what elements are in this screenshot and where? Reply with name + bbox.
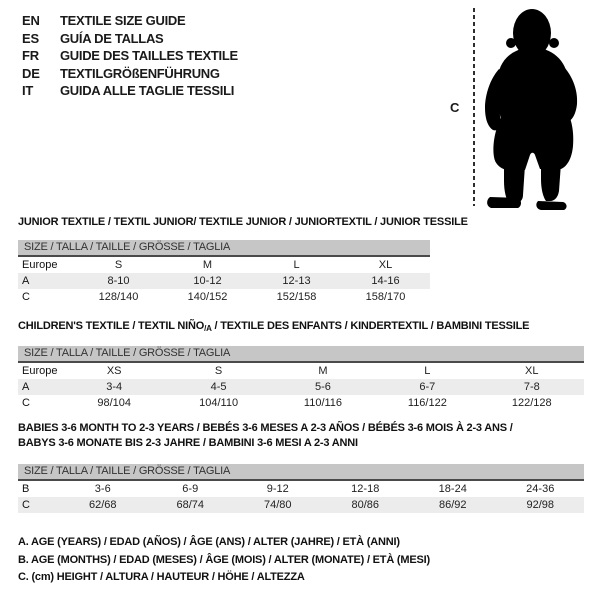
children-title-prefix: CHILDREN'S TEXTILE / TEXTIL NIÑO (18, 320, 205, 332)
table-cell: B (22, 483, 30, 495)
table-cell: XL (525, 365, 539, 377)
table-cell: XL (378, 259, 393, 271)
footnote-c: C. (cm) HEIGHT / ALTURA / HAUTEUR / HÖHE / ALTEZZA (18, 571, 305, 583)
table-cell: A (22, 275, 30, 287)
table-cell: 158/170 (365, 291, 406, 303)
table-cell: C (22, 291, 30, 303)
table-cell: 9-12 (266, 483, 289, 495)
language-row-es (22, 30, 238, 48)
table-cell: 8-10 (107, 275, 130, 287)
table-cell: 14-16 (371, 275, 400, 287)
table-cell: C (22, 499, 30, 511)
children-table-title (18, 320, 529, 333)
table-row-europe (18, 363, 584, 379)
table-row-europe (18, 257, 430, 273)
table-cell: 122/128 (511, 397, 552, 409)
table-cell: L (293, 259, 300, 271)
language-label: GUÍA DE TALLAS (60, 30, 164, 46)
size-header-bar: SIZE / TALLA / TAILLE / GRÖSSE / TAGLIA (18, 346, 584, 363)
junior-size-table (18, 257, 430, 305)
table-cell: 152/158 (276, 291, 317, 303)
table-row-height (18, 395, 584, 411)
table-row-age (18, 379, 584, 395)
table-cell: 5-6 (315, 381, 331, 393)
children-title-suffix: / TEXTILE DES ENFANTS / KINDERTEXTIL / BAMBINI TESSILE (211, 320, 530, 332)
table-cell: 18-24 (438, 483, 467, 495)
children-size-table (18, 363, 584, 411)
table-cell: 140/152 (187, 291, 228, 303)
table-cell: 68/74 (176, 499, 205, 511)
footnote-b: B. AGE (MONTHS) / EDAD (MESES) / ÂGE (MOIS) / ALTER (MONATE) / ETÀ (MESI) (18, 553, 430, 566)
height-dashed-line (473, 8, 475, 206)
table-cell: 86/92 (438, 499, 467, 511)
language-label: GUIDE DES TAILLES TEXTILE (60, 48, 238, 64)
table-cell: A (22, 381, 30, 393)
table-cell: 4-5 (210, 381, 227, 393)
table-cell: Europe (22, 259, 58, 271)
table-cell: XS (106, 365, 122, 377)
table-cell: 10-12 (193, 275, 222, 287)
table-cell: S (214, 365, 223, 377)
junior-table-title: JUNIOR TEXTILE / TEXTIL JUNIOR/ TEXTILE JUNIOR / JUNIORTEXTIL / JUNIOR TESSILE (18, 216, 468, 228)
language-row-en (22, 12, 238, 30)
language-code: ES (22, 30, 39, 46)
table-cell: 116/122 (407, 397, 447, 409)
table-cell: 98/104 (97, 397, 132, 409)
table-cell: M (318, 365, 328, 377)
language-label: GUIDA ALLE TAGLIE TESSILI (60, 83, 235, 99)
language-code: DE (22, 65, 40, 81)
table-cell: 3-4 (106, 381, 123, 393)
table-cell: 104/110 (199, 397, 239, 409)
table-cell: 92/98 (526, 499, 555, 511)
table-cell: 3-6 (94, 483, 111, 495)
size-header-bar: SIZE / TALLA / TAILLE / GRÖSSE / TAGLIA (18, 240, 430, 257)
table-row-months (18, 481, 584, 497)
table-cell: 12-18 (351, 483, 380, 495)
language-code: EN (22, 13, 40, 29)
table-cell: 62/68 (88, 499, 117, 511)
language-label: TEXTILE SIZE GUIDE (60, 13, 186, 29)
table-cell: 6-9 (182, 483, 199, 495)
table-cell: Europe (22, 365, 58, 377)
table-row-height (18, 289, 430, 305)
height-measure-label: C (450, 100, 460, 115)
table-cell: 74/80 (263, 499, 292, 511)
table-cell: 110/116 (303, 397, 343, 409)
language-row-de (22, 65, 238, 83)
babies-title-line1: BABIES 3-6 MONTH TO 2-3 YEARS / BEBÉS 3-6 MESES A 2-3 AÑOS / BÉBÉS 3-6 MOIS À 2-3 ANS / (18, 422, 513, 434)
table-row-height (18, 497, 584, 513)
table-cell: 7-8 (523, 381, 540, 393)
language-row-it (22, 82, 238, 100)
table-cell: 128/140 (98, 291, 139, 303)
size-header-bar: SIZE / TALLA / TAILLE / GRÖSSE / TAGLIA (18, 464, 584, 481)
table-cell: 24-36 (526, 483, 555, 495)
children-title-sub: /A (204, 324, 212, 333)
table-cell: M (202, 259, 213, 271)
table-cell: 12-13 (282, 275, 311, 287)
footnote-a: A. AGE (YEARS) / EDAD (AÑOS) / ÂGE (ANS) / ALTER (JAHRE) / ETÀ (ANNI) (18, 536, 400, 548)
language-title-list (22, 12, 238, 100)
baby-silhouette-icon (482, 5, 590, 213)
table-cell: S (114, 259, 123, 271)
babies-title-line2: BABYS 3-6 MONATE BIS 2-3 JAHRE / BAMBINI 3-6 MESI A 2-3 ANNI (18, 437, 358, 449)
table-cell: L (424, 365, 431, 377)
babies-table (18, 464, 584, 513)
table-cell: 6-7 (419, 381, 436, 393)
table-cell: C (22, 397, 30, 409)
babies-size-table (18, 481, 584, 513)
language-code: FR (22, 48, 39, 64)
table-row-age (18, 273, 430, 289)
language-code: IT (22, 83, 34, 99)
footnote-legend (18, 536, 430, 589)
table-cell: 80/86 (351, 499, 380, 511)
language-label: TEXTILGRÖßENFÜHRUNG (60, 65, 220, 81)
children-table (18, 346, 584, 411)
junior-table (18, 240, 430, 305)
babies-table-title (18, 421, 513, 451)
language-row-fr (22, 47, 238, 65)
